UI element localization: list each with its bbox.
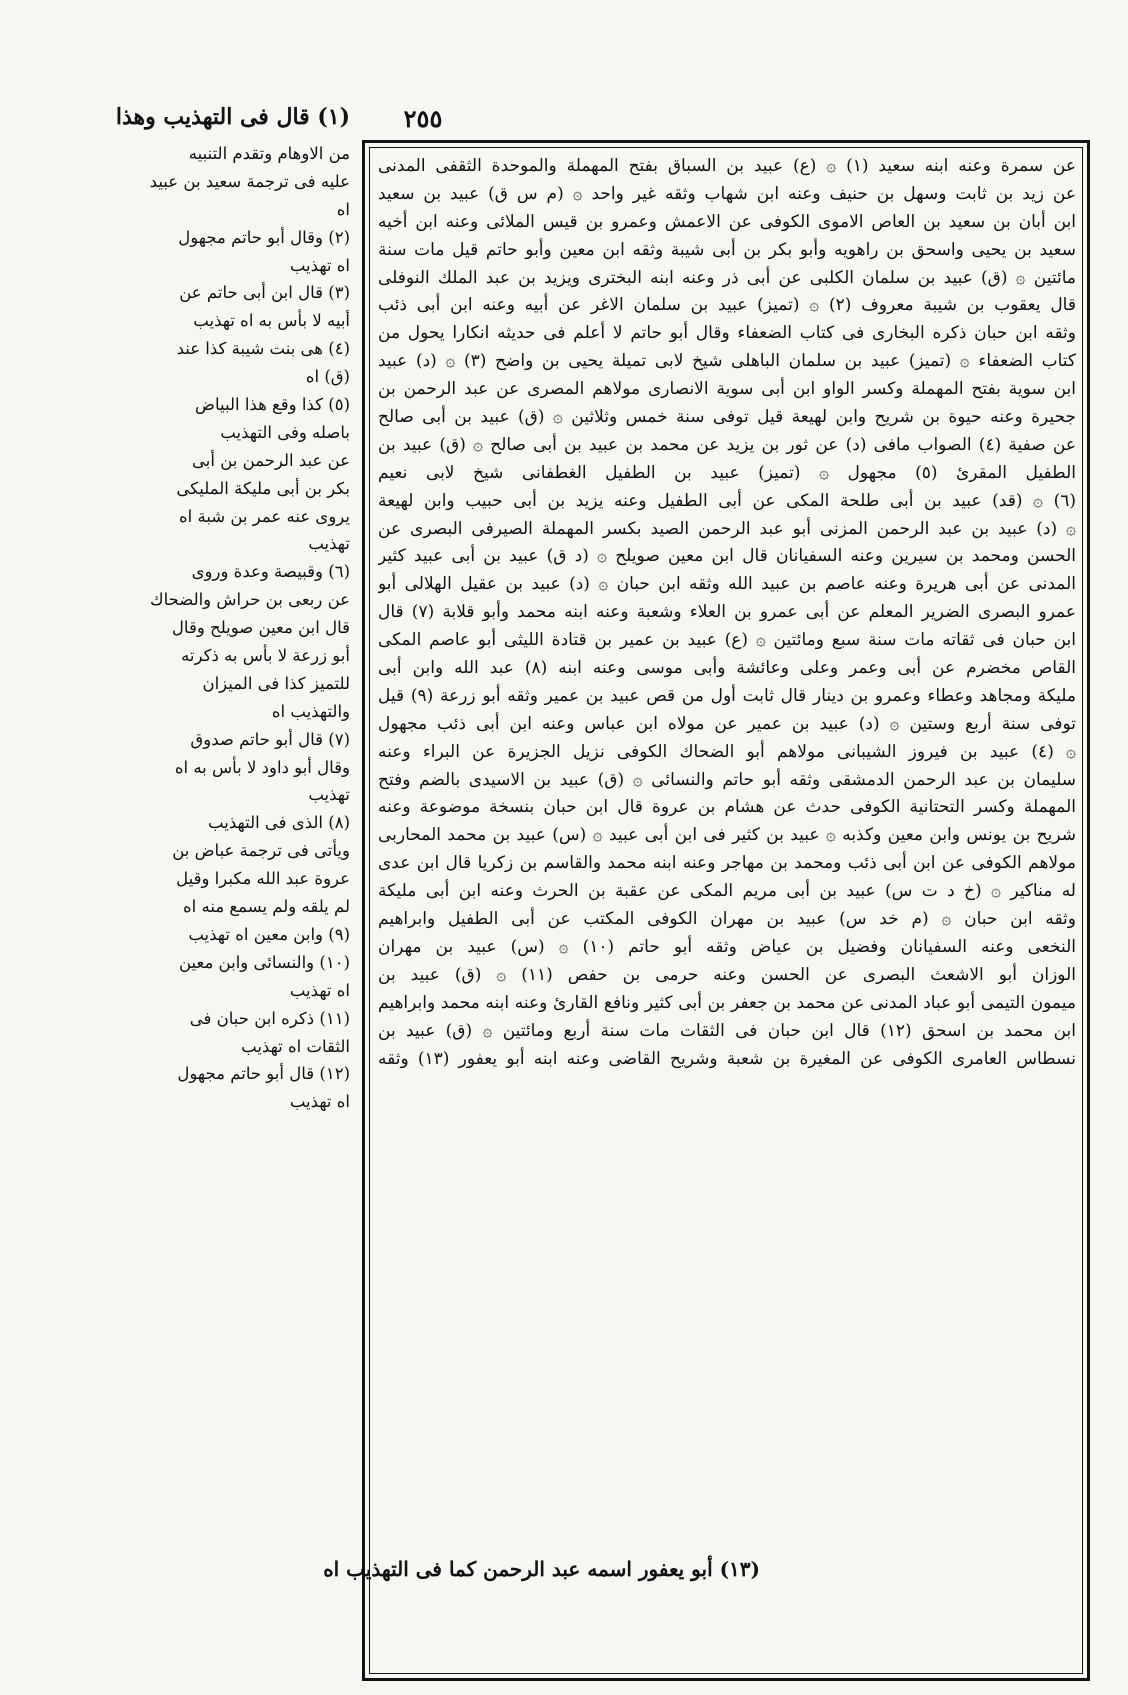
main-text-line: مولاهم الكوفى عن ابن أبى ذئب ومحمد بن مهاجر وعنه ابنه محمد والقاسم بن زكريا قال ابن عدى xyxy=(378,853,1076,874)
margin-note-line: من الاوهام وتقدم التنبيه xyxy=(188,144,350,163)
margin-note-line: الثقات اه تهذيب xyxy=(241,1036,350,1056)
margin-note-line: أبو زرعة لا بأس به ذكرته xyxy=(181,646,350,666)
main-text-line: (٦) ۞ (قد) عبيد بن أبى طلحة المكى عن أبى الطفيل وعنه يزيد بن أبى حبيب وابن لهيعة xyxy=(378,490,1076,511)
margin-note-line: اه تهذيب xyxy=(289,1092,350,1112)
main-text-line: ميمون التيمى أبو عباد المدنى عن محمد بن جعفر بن أبى كثير ونافع القارئ وعنه ابنه محمد وابراهيم xyxy=(378,992,1076,1013)
margin-note-line: (٩) وابن معين اه تهذيب xyxy=(188,924,350,944)
main-text-line: ابن حبان فى ثقاته مات سنة سبع ومائتين ۞ (ع) عبيد بن عمير بن قتادة الليثى أبو عاصم المكى xyxy=(378,630,1076,651)
main-text-column xyxy=(378,153,1076,1671)
margin-note-line: (١٢) قال أبو حاتم مجهول xyxy=(177,1064,350,1084)
main-text-line: النخعى وعنه السفيانان وفضيل بن عياض وثقه أبو حاتم (١٠) ۞ (س) عبيد بن مهران xyxy=(378,936,1076,957)
main-text-line: ۞ (د) عبيد بن عبد الرحمن المزنى أبو عبد الرحمن الصيد بكسر المهملة الصيرفى البصرى عن xyxy=(378,518,1076,539)
main-text-line: عن زيد بن ثابت وسهل بن حنيف وعنه ابن شهاب وثقه غير واحد ۞ (م س ق) عبيد بن سعيد xyxy=(378,183,1076,204)
main-text-line: سليمان بن عبد الرحمن الدمشقى وثقه أبو حاتم والنسائى ۞ (ق) عبيد بن الاسيدى بالضم وفتح xyxy=(378,769,1076,790)
main-text-line: عن صفية (٤) الصواب مافى (د) عن ثور بن يزيد عن محمد بن عبيد بن أبى صالح ۞ (ق) عبيد بن xyxy=(378,434,1076,455)
margin-note-line: (٤) هى بنت شيبة كذا عند xyxy=(176,339,350,359)
margin-note-line: (ق) اه xyxy=(305,367,350,387)
margin-note-line: (٢) وقال أبو حاتم مجهول xyxy=(178,227,350,247)
margin-note-line: عليه فى ترجمة سعيد بن عبيد xyxy=(149,171,350,191)
margin-note-line: (٦) وقبيصة وعدة وروى xyxy=(191,562,350,582)
margin-note-line: اه تهذيب xyxy=(289,255,350,275)
main-text-line: ابن سوية بفتح المهملة وكسر الواو ابن أبى سوية الانصارى مولاهم المصرى عن عبد الرحمن بن xyxy=(378,379,1076,400)
margin-note-line: تهذيب xyxy=(308,785,350,805)
main-text-line: نسطاس العامرى الكوفى عن المغيرة بن شعبة وشريح القاضى وعنه ابنه أبو يعفور (١٣) وثقه xyxy=(378,1048,1076,1069)
main-text-line: توفى سنة أربع وستين ۞ (د) عبيد بن عمير عن مولاه ابن عباس وعنه ابن أبى ذئب مجهول xyxy=(378,713,1076,734)
margin-note-line: أبيه لا بأس به اه تهذيب xyxy=(193,311,350,331)
main-text-line: له مناكير ۞ (خ د ت س) عبيد بن أبى مريم المكى عن عقبة بن الحرث وعنه ابن أبى مليكة xyxy=(378,881,1076,902)
main-text-line: عن سمرة وعنه ابنه سعيد (١) ۞ (ع) عبيد بن السباق بفتح المهملة والموحدة الثقفى المدنى xyxy=(378,156,1076,176)
margin-note-line: (٣) قال ابن أبى حاتم عن xyxy=(179,283,350,303)
margin-note-line: بكر بن أبى مليكة المليكى xyxy=(176,478,350,498)
main-text-line: القاص مخضرم عن أبى وعمر وعلى وعائشة وأبى موسى وعنه ابنه (٨) عبد الله وابن أبى xyxy=(378,658,1076,679)
main-text-line: ابن أبان بن سعيد بن العاص الاموى الكوفى عن الاعمش وعمرو بن قيس الملائى وعنه ابن أخيه xyxy=(378,211,1076,232)
margin-note-line: لم يلقه ولم يسمع منه اه xyxy=(183,897,350,917)
main-text-line: جحيرة وعنه حيوة بن شريح وابن لهيعة قيل توفى سنة خمس وثلاثين ۞ (ق) عبيد بن أبى صالح xyxy=(378,407,1076,428)
margin-note-line: (١٠) والنسائى وابن معين xyxy=(178,952,350,972)
main-text-line: قال يعقوب بن شيبة معروف (٢) ۞ (تميز) عبيد بن سلمان الاغر عن أبيه وعنه ابن أبى ذئب xyxy=(378,295,1076,316)
main-text-line: المهملة وكسر التحتانية الكوفى حدث عن هشام بن عروة قال ابن حبان بنسخة موضوعة وعنه xyxy=(378,797,1076,818)
main-text-line: الحسن ومحمد بن سيرين وعنه السفيانان قال ابن معين صويلح ۞ (د ق) عبيد بن أبى عبيد كثير xyxy=(378,546,1076,567)
margin-note-line: اه xyxy=(336,199,350,219)
main-text-line: وثقه ابن حبان ۞ (م خد س) عبيد بن مهران الكوفى المكتب عن أبى الطفيل وابراهيم xyxy=(378,909,1076,930)
main-text-line: مليكة ومجاهد وعطاء وعمرو بن دينار قال ثابت أول من قص عبيد بن عمير وثقه أبو زرعة (٩) قيل xyxy=(378,685,1076,706)
main-text-line: وثقه ابن حبان ذكره البخارى فى كتاب الضعفاء وقال أبو حاتم لا أعلم فى حديثه انكارا يحول من xyxy=(378,323,1076,344)
bottom-footnote: (١٣) أبو يعفور اسمه عبد الرحمن كما فى التهذيب اه xyxy=(323,1557,760,1581)
margin-notes-column xyxy=(118,140,350,1695)
margin-note-line: اه تهذيب xyxy=(289,980,350,1000)
main-text-line: سعيد بن يحيى واسحق بن راهويه وأبو بكر بن أبى شيبة وثقه ابن معين وأبو حاتم قيل مات سنة xyxy=(378,239,1076,260)
margin-note-line: تهذيب xyxy=(308,534,350,554)
main-text-line: شريح بن يونس وابن معين وكذبه ۞ عبيد بن كثير فى ابن أبى عبيد ۞ (س) عبيد بن محمد المحاربى xyxy=(378,825,1076,846)
margin-note-line: ويأتى فى ترجمة عباض بن xyxy=(172,841,350,861)
margin-note-line: للتميز كذا فى الميزان xyxy=(202,673,350,693)
main-text-line: المدنى عن أبى هريرة وعنه عاصم بن عبيد الله وثقه ابن حبان ۞ (د) عبيد بن عقيل الهلالى أبو xyxy=(378,574,1076,595)
main-text-line: كتاب الضعفاء ۞ (تميز) عبيد بن سلمان الباهلى شيخ لابى تميلة يحيى بن واضح (٣) ۞ (د) عبيد xyxy=(378,351,1076,372)
main-text-line: عمرو البصرى الضرير المعلم عن أبى عمرو بن العلاء وشعبة وعنه ابنه محمد وأبو قلابة (٧) قال xyxy=(378,602,1076,623)
margin-note-line: (٨) الذى فى التهذيب xyxy=(208,813,350,833)
margin-note-line: يروى عنه عمر بن شبة اه xyxy=(179,506,350,526)
main-text-line: الطفيل المقرئ (٥) مجهول ۞ (تميز) عبيد بن الطفيل الغطفانى شيخ لابى نعيم xyxy=(378,462,1076,483)
margin-note-title: (١) قال فى التهذيب وهذا xyxy=(115,104,350,130)
main-text-line: مائتين ۞ (ق) عبيد بن سلمان الكلبى عن أبى ذر وعنه ابنه البخترى ويزيد بن عبد الملك النوفلى xyxy=(378,267,1076,288)
margin-note-line: باصله وفى التهذيب xyxy=(220,422,350,442)
main-text-line: ۞ (٤) عبيد بن فيروز الشيبانى مولاهم أبو الضحاك الكوفى نزيل الجزيرة عن البراء وعنه xyxy=(378,741,1076,762)
page-number: ٢٥٥ xyxy=(403,104,443,133)
margin-note-line: (١١) ذكره ابن حبان فى xyxy=(189,1008,350,1028)
margin-note-line: عن عبد الرحمن بن أبى xyxy=(192,450,350,470)
margin-note-line: (٥) كذا وقع هذا البياض xyxy=(195,395,350,415)
margin-note-line: عن ربعى بن حراش والضحاك xyxy=(149,590,350,610)
margin-note-line: والتهذيب اه xyxy=(271,701,350,721)
margin-note-line: وقال أبو داود لا بأس به اه xyxy=(174,757,350,777)
main-text-line: الوزان أبو الاشعث البصرى عن الحسن وعنه حرمى بن حفص (١١) ۞ (ق) عبيد بن xyxy=(378,964,1076,985)
margin-note-line: عروة عبد الله مكبرا وقيل xyxy=(176,869,350,889)
main-text-line: ابن محمد بن اسحق (١٢) قال ابن حبان فى الثقات مات سنة أربع ومائتين ۞ (ق) عبيد بن xyxy=(378,1020,1076,1041)
margin-note-line: (٧) قال أبو حاتم صدوق xyxy=(190,729,350,749)
margin-note-line: قال ابن معين صويلح وقال xyxy=(171,618,350,638)
